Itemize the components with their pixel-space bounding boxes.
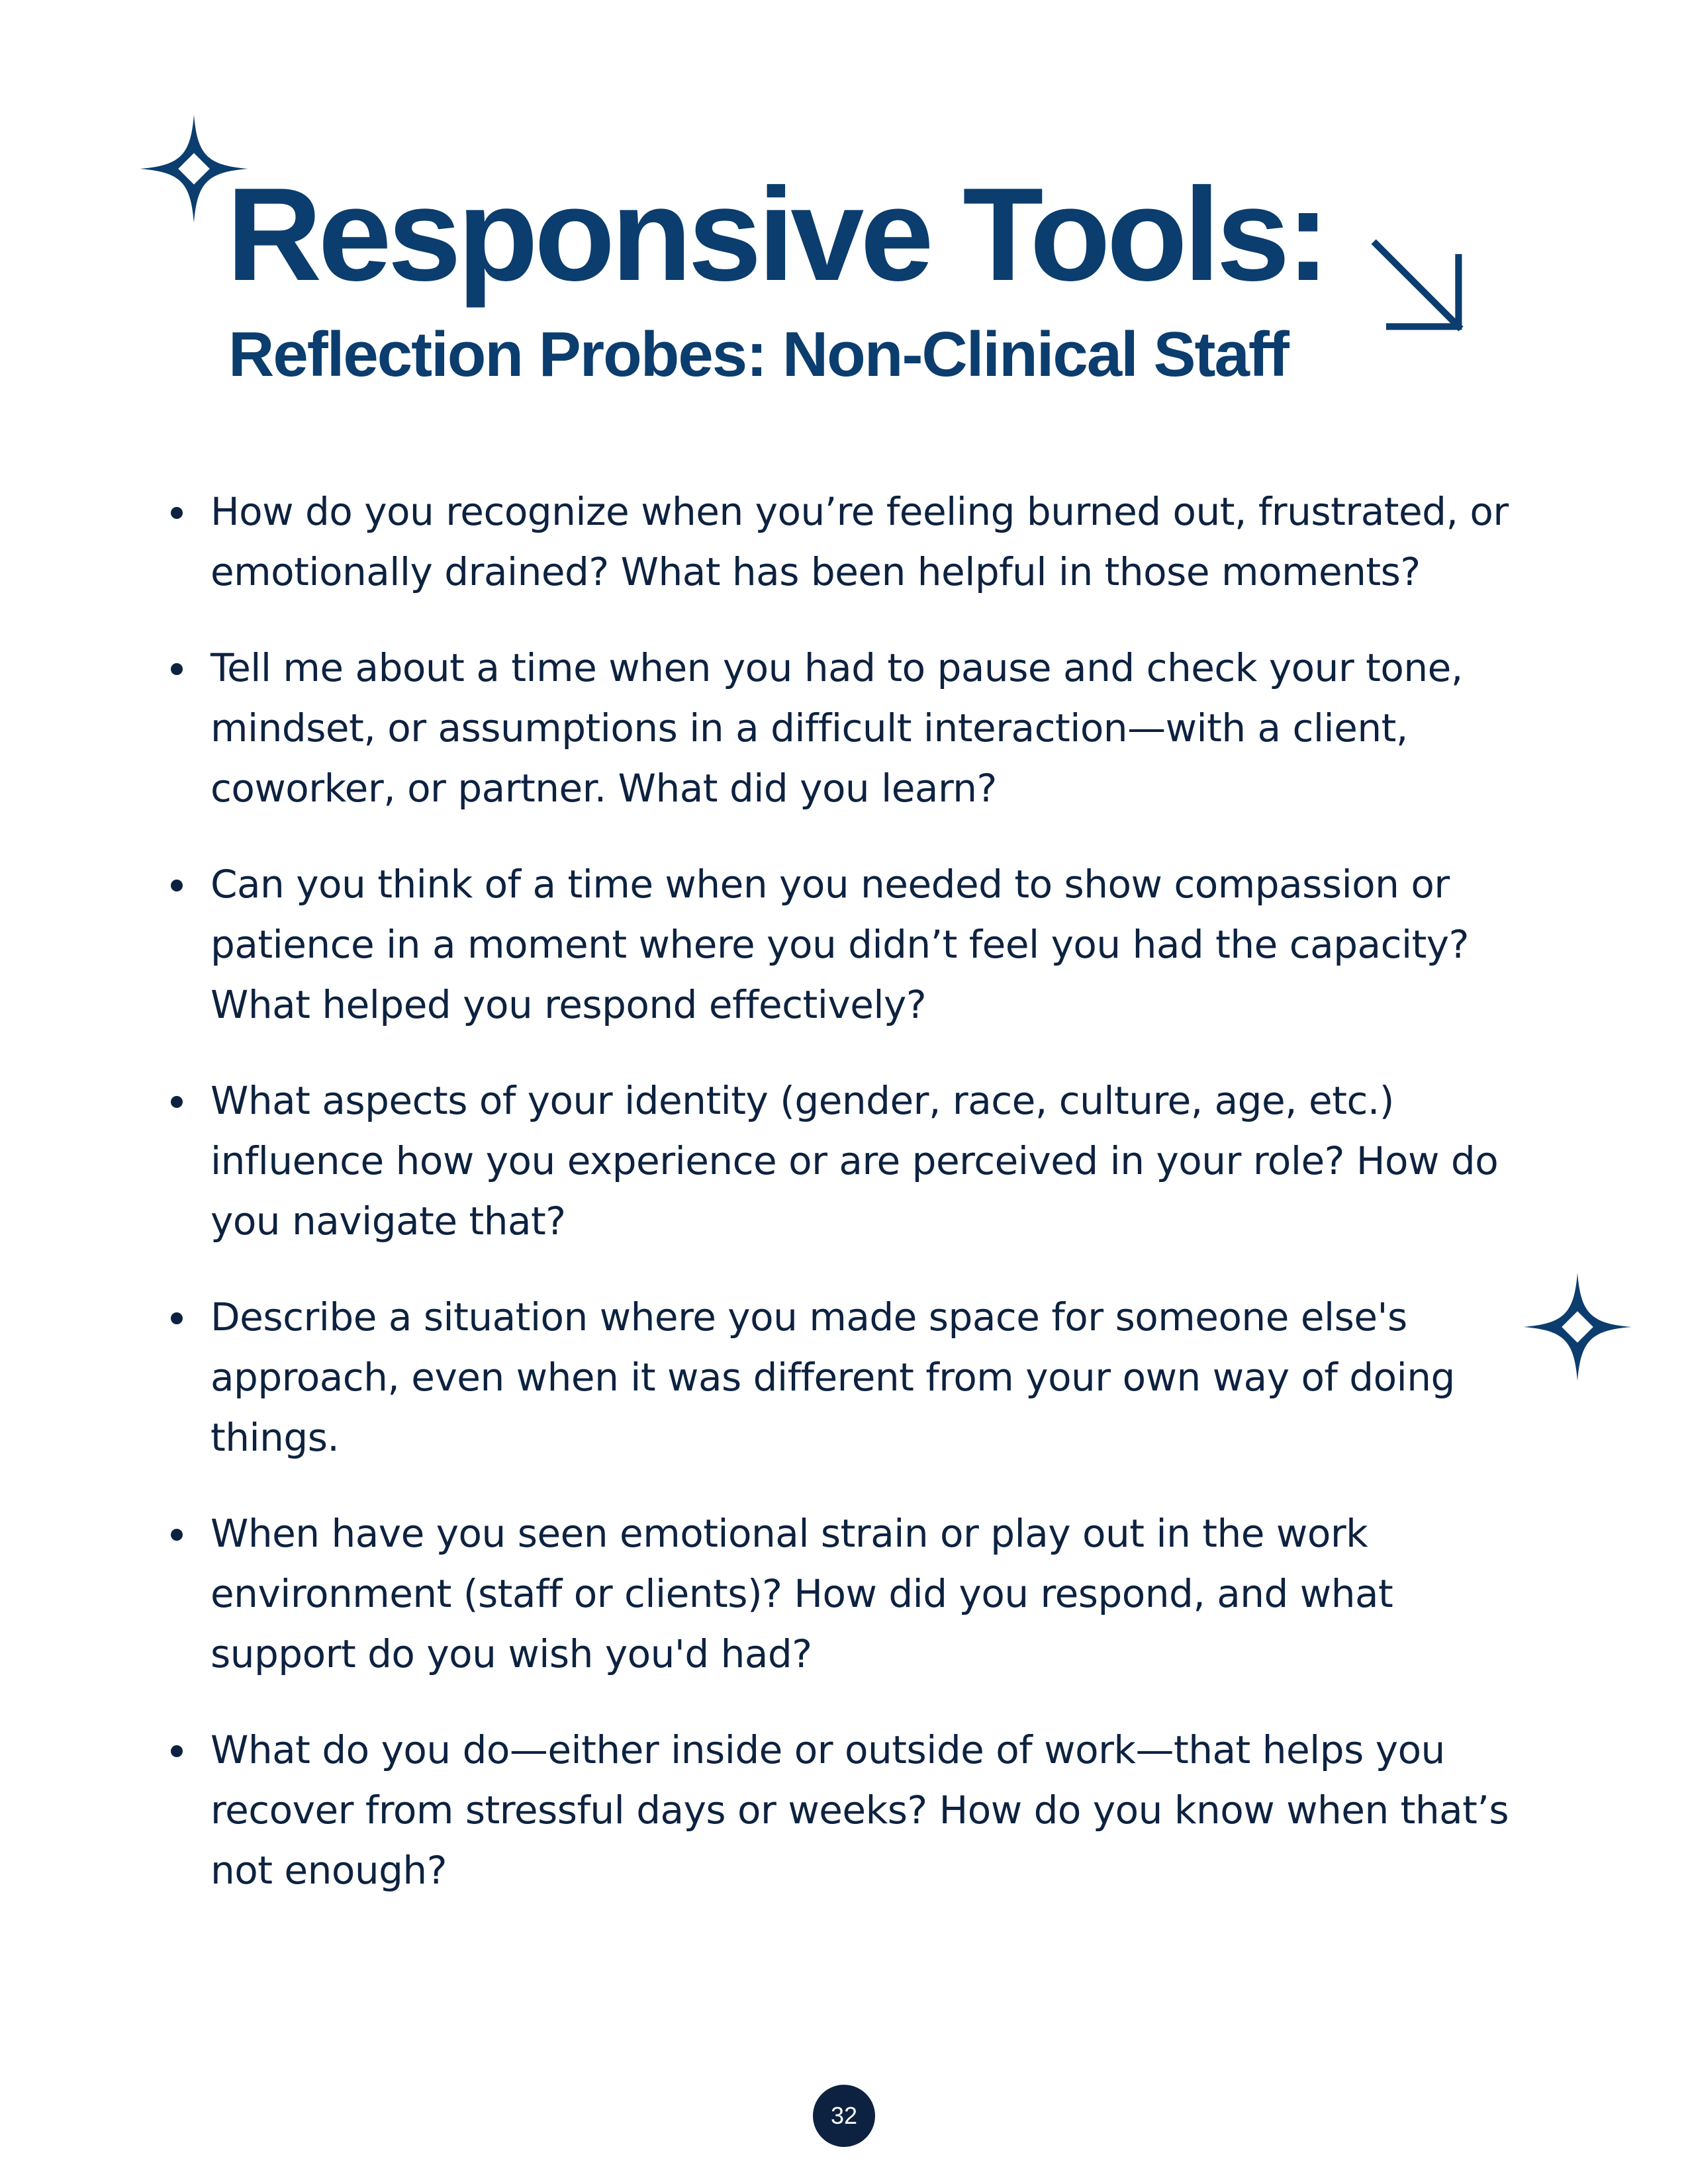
arrow-down-right-icon [1370, 238, 1466, 334]
list-item: What do you do—either inside or outside of work—that helps you recover from stressful days or weeks? How do you know when that’s not enough? [211, 1720, 1521, 1901]
reflection-probes-list [211, 482, 1521, 1936]
list-item: How do you recognize when you’re feeling burned out, frustrated, or emotionally drained? What has been helpful in those moments? [211, 482, 1521, 602]
page-subtitle: Reflection Probes: Non-Clinical Staff [228, 319, 1288, 390]
list-item: Tell me about a time when you had to pause and check your tone, mindset, or assumptions in a difficult interaction—with a client, coworker, or partner. What did you learn? [211, 638, 1521, 819]
list-item: What aspects of your identity (gender, race, culture, age, etc.) influence how you experience or are perceived in your role? How do you navigate that? [211, 1071, 1521, 1251]
list-item: When have you seen emotional strain or play out in the work environment (staff or clients)? How did you respond, and what support do you wish you'd had? [211, 1504, 1521, 1684]
list-item: Describe a situation where you made space for someone else's approach, even when it was different from your own way of doing things. [211, 1287, 1521, 1468]
page-number-badge: 32 [813, 2085, 875, 2147]
list-item: Can you think of a time when you needed to show compassion or patience in a moment where you didn’t feel you had the capacity? What helped you respond effectively? [211, 854, 1521, 1035]
sparkle-icon [1521, 1271, 1634, 1383]
page-title: Responsive Tools: [226, 161, 1327, 308]
